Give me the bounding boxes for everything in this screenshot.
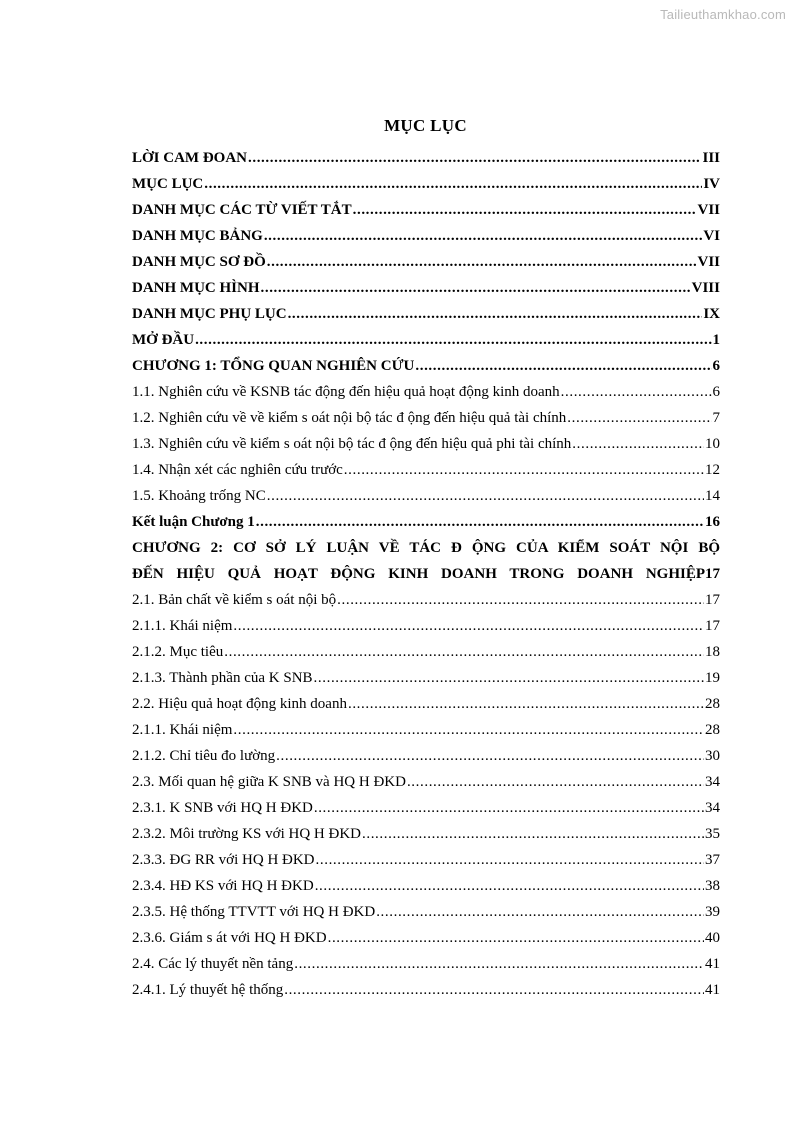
toc-entry-label: 1.3. Nghiên cứu về kiểm s oát nội bộ tác đ ộng đến hiệu quả phi tài chính xyxy=(132,436,572,452)
toc-entry xyxy=(132,769,720,795)
toc-dot-leader xyxy=(328,925,704,951)
toc-entry-page-number: 17 xyxy=(705,592,720,608)
toc-entry xyxy=(132,483,720,509)
toc-entry-page-number: 41 xyxy=(705,982,720,998)
toc-dot-leader xyxy=(561,379,712,405)
toc-entry-label: 2.3.6. Giám s át với HQ H ĐKD xyxy=(132,930,327,946)
toc-dot-leader xyxy=(195,327,711,353)
toc-entry-page-number: 41 xyxy=(705,956,720,972)
toc-dot-leader xyxy=(267,483,704,509)
toc-entry xyxy=(132,561,720,587)
toc-dot-leader xyxy=(294,951,704,977)
toc-entry xyxy=(132,145,720,171)
toc-entry-page-number: 6 xyxy=(712,358,720,374)
toc-entry xyxy=(132,353,720,379)
toc-dot-leader xyxy=(314,665,704,691)
toc-dot-leader xyxy=(284,977,704,1003)
toc-entry-label: 1.5. Khoảng trống NC xyxy=(132,488,266,504)
toc-entry-label: LỜI CAM ĐOAN xyxy=(132,150,247,166)
toc-entry-label: DANH MỤC CÁC TỪ VIẾT TẮT xyxy=(132,202,352,218)
toc-dot-leader xyxy=(248,145,701,171)
toc-entry-page-number: 40 xyxy=(705,930,720,946)
toc-entry-label: DANH MỤC PHỤ LỤC xyxy=(132,306,287,322)
toc-entry xyxy=(132,925,720,951)
toc-dot-leader xyxy=(267,249,697,275)
toc-entry xyxy=(132,613,720,639)
toc-entry xyxy=(132,171,720,197)
toc-entry xyxy=(132,405,720,431)
toc-entry xyxy=(132,873,720,899)
toc-entry-page-number: 16 xyxy=(705,514,720,530)
toc-dot-leader xyxy=(233,717,704,743)
toc-entry xyxy=(132,197,720,223)
toc-entry-page-number: 1 xyxy=(712,332,720,348)
toc-dot-leader xyxy=(256,509,704,535)
toc-entry-page-number: 18 xyxy=(705,644,720,660)
toc-dot-leader xyxy=(337,587,704,613)
toc-entry-label: 2.4.1. Lý thuyết hệ thống xyxy=(132,982,284,998)
toc-entry xyxy=(132,717,720,743)
toc-entry xyxy=(132,977,720,1003)
toc-entry-label: 2.1.3. Thành phần của K SNB xyxy=(132,670,313,686)
toc-dot-leader xyxy=(314,795,704,821)
toc-entry-label: 2.3. Mối quan hệ giữa K SNB và HQ H ĐKD xyxy=(132,774,406,790)
toc-entry xyxy=(132,743,720,769)
toc-entry-label: 2.3.3. ĐG RR với HQ H ĐKD xyxy=(132,852,315,868)
toc-dot-leader xyxy=(407,769,704,795)
toc-entry xyxy=(132,431,720,457)
toc-entry xyxy=(132,327,720,353)
toc-entry xyxy=(132,535,720,561)
toc-entry-page-number: 39 xyxy=(705,904,720,920)
toc-entry-page-number: VIII xyxy=(691,280,720,296)
toc-dot-leader xyxy=(276,743,704,769)
toc-entry-label: 2.3.5. Hệ thống TTVTT với HQ H ĐKD xyxy=(132,904,376,920)
toc-entry xyxy=(132,587,720,613)
toc-dot-leader xyxy=(353,197,697,223)
toc-entry xyxy=(132,639,720,665)
toc-entry-label: 2.1.2. Chỉ tiêu đo lường xyxy=(132,748,276,764)
toc-entry-page-number: 34 xyxy=(705,800,720,816)
toc-dot-leader xyxy=(348,691,704,717)
toc-dot-leader xyxy=(315,873,704,899)
toc-entry-page-number: 30 xyxy=(705,748,720,764)
toc-entry-label: CHƯƠNG 2: CƠ SỞ LÝ LUẬN VỀ TÁC Đ ỘNG CỦA KIỂM SOÁT NỘI BỘ xyxy=(132,540,720,556)
toc-entry-page-number: 34 xyxy=(705,774,720,790)
toc-entry-label: 2.4. Các lý thuyết nền tảng xyxy=(132,956,294,972)
toc-dot-leader xyxy=(572,431,704,457)
toc-dot-leader xyxy=(288,301,703,327)
toc-entry-page-number: III xyxy=(702,150,720,166)
toc-entry-label: CHƯƠNG 1: TỔNG QUAN NGHIÊN CỨU xyxy=(132,358,415,374)
toc-dot-leader xyxy=(415,353,711,379)
toc-entry-label: 2.1.1. Khái niệm xyxy=(132,722,233,738)
toc-entry-page-number: 28 xyxy=(705,722,720,738)
toc-entry xyxy=(132,301,720,327)
toc-entry-label: 1.2. Nghiên cứu về về kiểm s oát nội bộ tác đ ộng đến hiệu quả tài chính xyxy=(132,410,567,426)
toc-entry-label: Kết luận Chương 1 xyxy=(132,514,255,530)
toc-entry-label: MỞ ĐẦU xyxy=(132,332,195,348)
toc-entry-label: 1.4. Nhận xét các nghiên cứu trước xyxy=(132,462,343,478)
toc-entry xyxy=(132,223,720,249)
toc-entry-page-number: 14 xyxy=(705,488,720,504)
table-of-contents xyxy=(132,145,720,1003)
toc-entry xyxy=(132,899,720,925)
toc-entry xyxy=(132,691,720,717)
toc-dot-leader xyxy=(204,171,702,197)
toc-dot-leader xyxy=(362,821,704,847)
toc-entry-page-number: 7 xyxy=(712,410,720,426)
toc-dot-leader xyxy=(224,639,704,665)
toc-entry-label: 2.3.4. HĐ KS với HQ H ĐKD xyxy=(132,878,314,894)
watermark-text: Tailieuthamkhao.com xyxy=(660,7,786,22)
toc-entry-label: ĐẾN HIỆU QUẢ HOẠT ĐỘNG KINH DOANH TRONG DOANH NGHIỆP17 xyxy=(132,566,720,582)
toc-entry-label: 2.1.2. Mục tiêu xyxy=(132,644,224,660)
toc-entry-label: MỤC LỤC xyxy=(132,176,204,192)
toc-entry-page-number: VII xyxy=(697,202,720,218)
toc-entry-page-number: 6 xyxy=(712,384,720,400)
toc-dot-leader xyxy=(344,457,704,483)
toc-entry xyxy=(132,951,720,977)
toc-dot-leader xyxy=(233,613,704,639)
page-title: MỤC LỤC xyxy=(384,116,467,135)
toc-entry-page-number: IV xyxy=(703,176,720,192)
toc-entry xyxy=(132,509,720,535)
toc-entry xyxy=(132,379,720,405)
toc-entry xyxy=(132,795,720,821)
toc-entry-page-number: IX xyxy=(703,306,720,322)
toc-dot-leader xyxy=(316,847,704,873)
toc-entry-page-number: 12 xyxy=(705,462,720,478)
toc-entry-page-number: 19 xyxy=(705,670,720,686)
toc-entry xyxy=(132,847,720,873)
toc-entry xyxy=(132,249,720,275)
toc-dot-leader xyxy=(264,223,703,249)
toc-entry-label: DANH MỤC BẢNG xyxy=(132,228,263,244)
toc-entry xyxy=(132,457,720,483)
toc-entry xyxy=(132,665,720,691)
toc-entry-page-number: 38 xyxy=(705,878,720,894)
toc-entry-page-number: VI xyxy=(703,228,720,244)
toc-entry-label: 2.1.1. Khái niệm xyxy=(132,618,233,634)
toc-entry-page-number: VII xyxy=(697,254,720,270)
toc-entry-label: 2.3.1. K SNB với HQ H ĐKD xyxy=(132,800,313,816)
toc-entry-label: 2.3.2. Môi trường KS với HQ H ĐKD xyxy=(132,826,361,842)
toc-entry-label: 2.1. Bản chất về kiểm s oát nội bộ xyxy=(132,592,337,608)
toc-entry-page-number: 17 xyxy=(705,618,720,634)
toc-dot-leader xyxy=(567,405,711,431)
toc-entry xyxy=(132,275,720,301)
toc-entry-label: DANH MỤC HÌNH xyxy=(132,280,260,296)
toc-entry-page-number: 37 xyxy=(705,852,720,868)
toc-dot-leader xyxy=(376,899,704,925)
toc-entry-label: 1.1. Nghiên cứu về KSNB tác động đến hiệu quả hoạt động kinh doanh xyxy=(132,384,560,400)
toc-entry-page-number: 28 xyxy=(705,696,720,712)
toc-entry-label: DANH MỤC SƠ ĐỒ xyxy=(132,254,266,270)
toc-entry xyxy=(132,821,720,847)
toc-dot-leader xyxy=(261,275,691,301)
toc-entry-label: 2.2. Hiệu quả hoạt động kinh doanh xyxy=(132,696,347,712)
toc-entry-page-number: 35 xyxy=(705,826,720,842)
toc-entry-page-number: 10 xyxy=(705,436,720,452)
